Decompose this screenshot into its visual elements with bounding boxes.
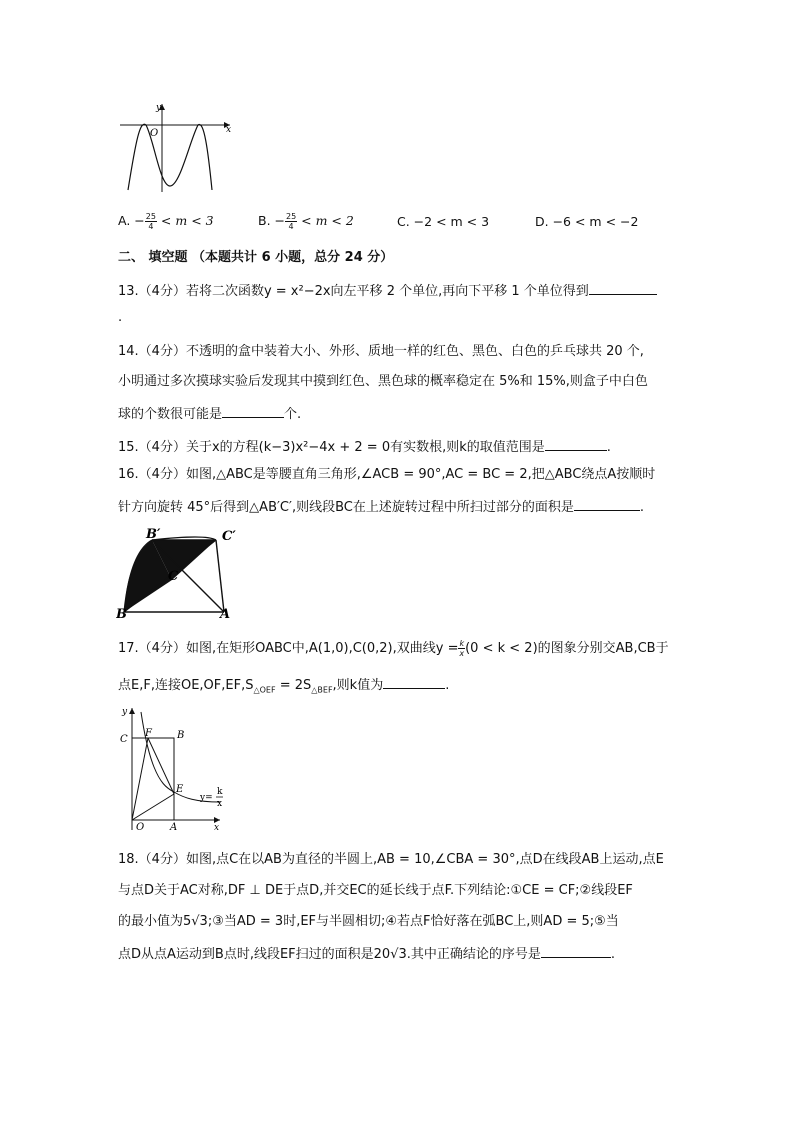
label-a: A: [220, 607, 231, 621]
question-16-line2: 针方向旋转 45°后得到△AB′C′,则线段BC在上述旋转过程中所扫过部分的面积是 .: [118, 500, 645, 515]
question-17-line2: 点E,F,连接$OE,OF,EF,S_{\triangle OEF} = 2S_{\triangle BEF}$,则k值为 .: [118, 678, 450, 695]
question-14-line2: 小明通过多次摸球实验后发现其中摸到红色、黑色球的概率稳定在 5%和 15%,则盒子中白色: [118, 374, 648, 389]
label-a: A: [170, 822, 178, 833]
axis-y-label: y: [156, 103, 162, 113]
section-title: 二、 填空题 （本题共计 6 小题，总分 24 分）: [118, 250, 394, 265]
answer-blank-16: [574, 498, 640, 511]
option-a-numerator: 25: [145, 212, 156, 221]
option-c: C. −2 < m < 3: [397, 214, 490, 229]
option-b: B. − $\frac{25}{4}$ < m < 2: [258, 212, 354, 231]
option-b-numerator: 25: [286, 212, 297, 221]
label-b: B: [177, 730, 185, 741]
parabola-figure: [118, 100, 238, 195]
option-d: D. −6 < m < −2: [535, 214, 639, 229]
question-13: [118, 282, 657, 300]
answer-blank-13: [589, 282, 657, 295]
label-c: C: [168, 569, 179, 584]
question-18-line1: 18.（4分）如图,点C在以AB为直径的半圆上,AB = 10,∠CBA = 30°,点D在线段AB上运动,点E: [118, 852, 664, 867]
axis-x-label: x: [226, 125, 232, 135]
option-b-denominator: 4: [288, 222, 294, 231]
option-a: A. − $\frac{25}{4}$ < m < 3: [118, 212, 214, 231]
question-18-line4: 点D从点A运动到B点时,线段EF扫过的面积是20√3.其中正确结论的序号是 .: [118, 947, 616, 962]
question-18-line2: 与点D关于AC对称,DF ⊥ DE于点D,并交EC的延长线于点F.下列结论:①CE = CF;②线段EF: [118, 883, 633, 898]
question-14-line3: 球的个数很可能是 个.: [118, 407, 302, 422]
question-15: 15.（4分）关于x的方程(k−3)x²−4x + 2 = 0有实数根,则k的取值范围是 .: [118, 440, 611, 455]
origin-label: O: [150, 128, 159, 139]
label-f: F: [145, 728, 152, 739]
question-14-line1: 14.（4分）不透明的盒中装着大小、外形、质地一样的红色、黑色、白色的乒乓球共 20 个,: [118, 344, 644, 359]
question-13-dot: .: [118, 310, 123, 325]
label-c: C: [120, 734, 128, 745]
curve-equation-lhs: y=: [200, 793, 213, 803]
answer-blank-18: [541, 945, 611, 958]
curve-equation-num: k: [217, 787, 223, 797]
origin-label: O: [136, 822, 145, 833]
axis-y-label: y: [122, 707, 128, 717]
answer-blank-14: [222, 405, 284, 418]
answer-blank-15: [545, 438, 607, 451]
label-c-prime: C′: [222, 529, 236, 544]
option-a-denominator: 4: [148, 222, 154, 231]
hyperbola-denominator: x: [459, 649, 465, 658]
curve-equation-den: x: [217, 799, 223, 809]
hyperbola-numerator: k: [459, 639, 465, 648]
label-e: E: [176, 784, 184, 795]
answer-blank-17: [383, 676, 445, 689]
question-18-line3: 的最小值为5√3;③当AD = 3时,EF与半圆相切;④若点F恰好落在弧BC上,则AD = 5;⑤当: [118, 914, 619, 929]
label-b: B: [116, 607, 127, 621]
rectangle-hyperbola-figure: [116, 702, 226, 834]
label-b-prime: B′: [146, 527, 161, 542]
rotation-figure: [116, 526, 246, 621]
question-16-line1: 16.（4分）如图,△ABC是等腰直角三角形,∠ACB = 90°,AC = BC = 2,把△ABC绕点A按顺时: [118, 467, 656, 482]
question-13-text: 13.（4分）若将二次函数y = x²−2x向左平移 2 个单位,再向下平移 1 个单位得到: [118, 284, 589, 299]
axis-x-label: x: [214, 823, 220, 833]
question-17-line1: 17.（4分）如图,在矩形OABC中,A(1,0),C(0,2),双曲线y = $\frac{k}{x}$ (0 < k < 2)的图象分别交AB,CB于: [118, 639, 669, 658]
